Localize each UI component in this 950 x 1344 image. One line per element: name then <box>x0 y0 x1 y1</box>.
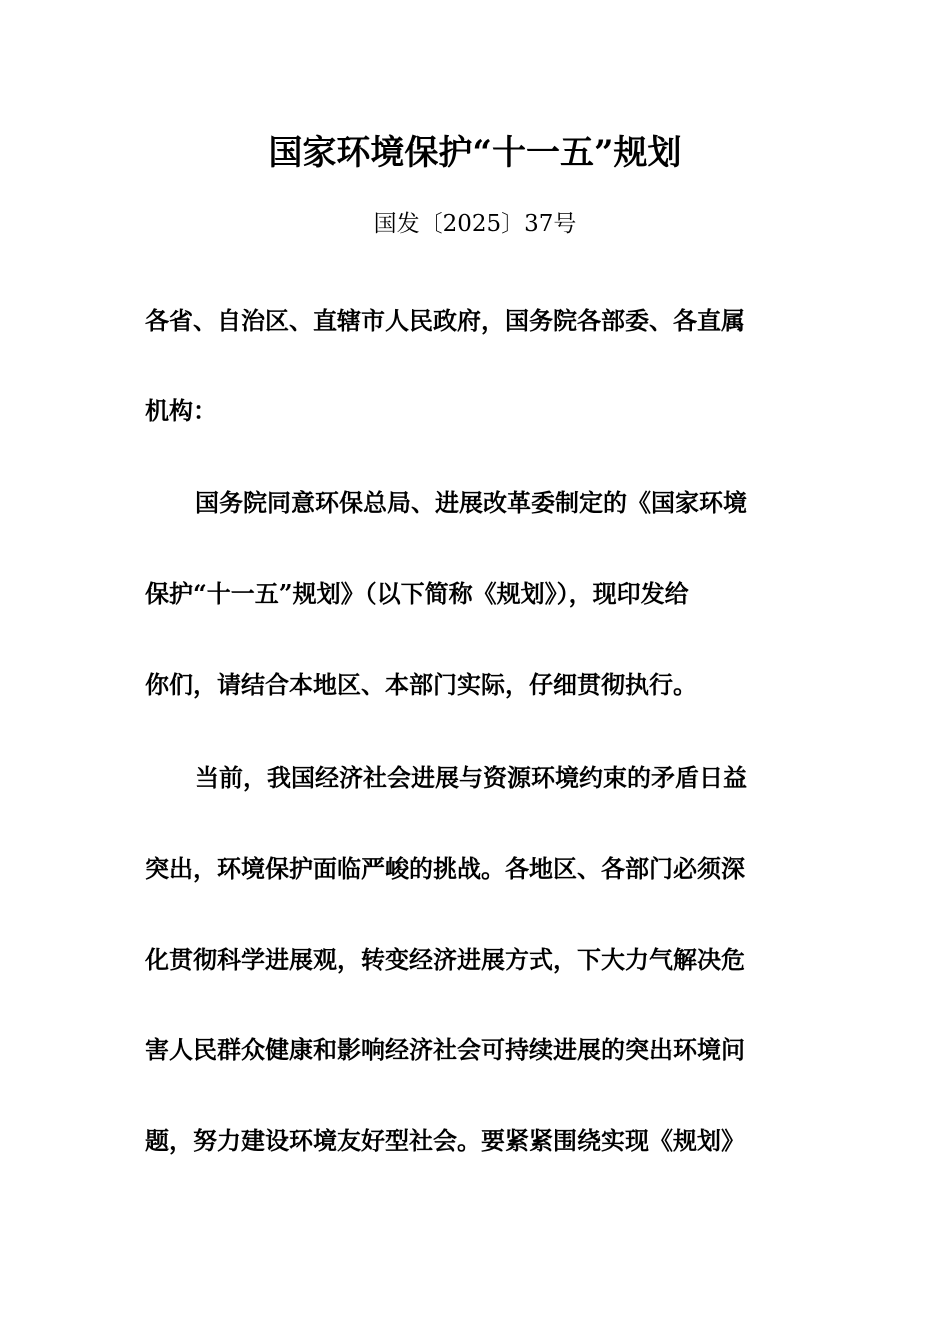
body-line: 各省、自治区、直辖市人民政府，国务院各部委、各直属 <box>145 306 745 335</box>
body-line: 你们，请结合本地区、本部门实际，仔细贯彻执行。 <box>145 670 697 699</box>
body-line: 保护“十一五”规划》（以下简称《规划》），现印发给 <box>145 579 689 608</box>
body-line: 当前，我国经济社会进展与资源环境约束的矛盾日益 <box>195 763 747 792</box>
document-title: 国家环境保护“十一五”规划 <box>268 133 682 173</box>
body-line: 突出，环境保护面临严峻的挑战。各地区、各部门必须深 <box>145 854 745 883</box>
body-line: 题，努力建设环境友好型社会。要紧紧围绕实现《规划》 <box>145 1126 745 1155</box>
body-line: 国务院同意环保总局、进展改革委制定的《国家环境 <box>195 488 747 517</box>
body-line: 机构： <box>145 396 217 425</box>
document-number: 国发〔2025〕37号 <box>373 211 577 237</box>
body-line: 化贯彻科学进展观，转变经济进展方式，下大力气解决危 <box>145 945 745 974</box>
body-line: 害人民群众健康和影响经济社会可持续进展的突出环境问 <box>145 1035 745 1064</box>
